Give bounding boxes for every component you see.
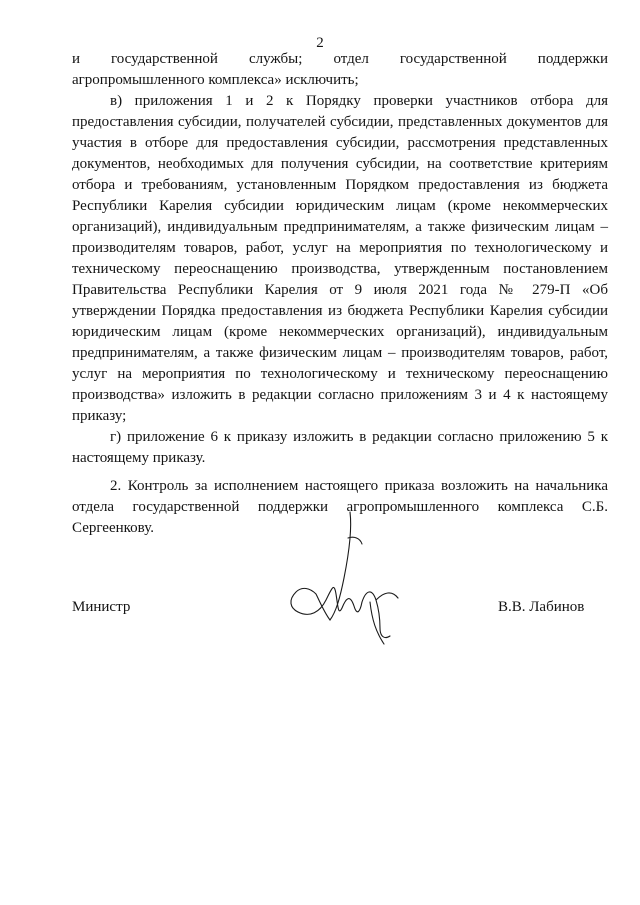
paragraph-continuation: и государственной службы; отдел государственной поддержки агропромышленного комплекса» исключить; [72,51,608,88]
handwritten-signature [280,508,410,648]
paragraph-item-2: 2. Контроль за исполнением настоящего приказа возложить на начальника отдела государственной поддержки агропромышленного комплекса С.Б. Сергеенкову. [72,478,608,536]
signatory-title: Министр [72,599,131,615]
page-number: 2 [316,35,324,51]
paragraph-item-v: в) приложения 1 и 2 к Порядку проверки участников отбора для предоставления субсидии, получателей субсидии, представленных документов для участия в отборе для предоставления субсидии, рассмотрения представленных документов, необходимых для получения субсидии, на соответствие критериям отбора и требованиям, установленным Порядком предоставления из бюджета Республики Карелия субсидии юридическим лицам (кроме некоммерческих организаций), индивидуальным предпринимателям, а также физическим лицам – производителям товаров, работ, услуг на мероприятия по технологическому и техническому переоснащению производства, утвержденным постановлением Правительства Республики Карелия от 9 июля 2021 года № 279-П «Об утверждении Порядка предоставления из бюджета Республики Карелия субсидии юридическим лицам (кроме некоммерческих организаций), индивидуальным предпринимателям, а также физическим лицам – производителям товаров, работ, услуг на мероприятия по технологическому и техническому переоснащению производства» изложить в редакции согласно приложениям 3 и 4 к настоящему приказу; [72,93,608,424]
signatory-name: В.В. Лабинов [498,599,585,615]
paragraph-item-g: г) приложение 6 к приказу изложить в редакции согласно приложению 5 к настоящему приказу. [72,429,608,466]
document-body [72,49,608,539]
